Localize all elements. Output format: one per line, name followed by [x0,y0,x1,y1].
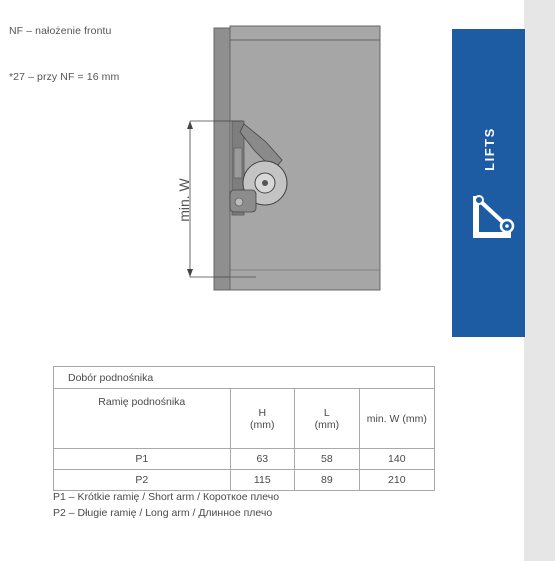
note-star: *27 – przy NF = 16 mm [9,71,120,83]
header-h-unit: (mm) [250,418,275,431]
lifts-section-tab [452,29,525,337]
header-arm: Ramię podnośnika [54,389,231,449]
header-l-label: L [323,406,330,419]
cell-w: 210 [359,470,434,491]
lift-mechanism-drawing [170,20,390,300]
table-row [54,470,435,491]
header-h-label: H [258,406,267,419]
legend-p1: P1 – Krótkie ramię / Short arm / Короткое плечо [53,491,280,503]
cell-h: 63 [230,449,295,470]
cell-l: 89 [295,470,360,491]
note-nf: NF – nałożenie frontu [9,25,112,37]
lifts-label: LIFTS [482,127,497,171]
lift-selection-table [53,366,435,491]
header-h [230,389,295,449]
table-row [54,449,435,470]
cell-h: 115 [230,470,295,491]
legend-p2: P2 – Długie ramię / Long arm / Длинное плечо [53,507,273,519]
header-l [295,389,360,449]
cell-w: 140 [359,449,434,470]
cell-name: P2 [54,470,231,491]
page-edge-strip [524,0,555,561]
dimension-label-min-w: min. W [176,178,192,222]
cell-l: 58 [295,449,360,470]
lift-arm-icon [469,194,515,240]
cell-name: P1 [54,449,231,470]
header-l-unit: (mm) [314,418,340,431]
table-title: Dobór podnośnika [54,367,435,389]
header-min-w: min. W (mm) [359,389,434,449]
